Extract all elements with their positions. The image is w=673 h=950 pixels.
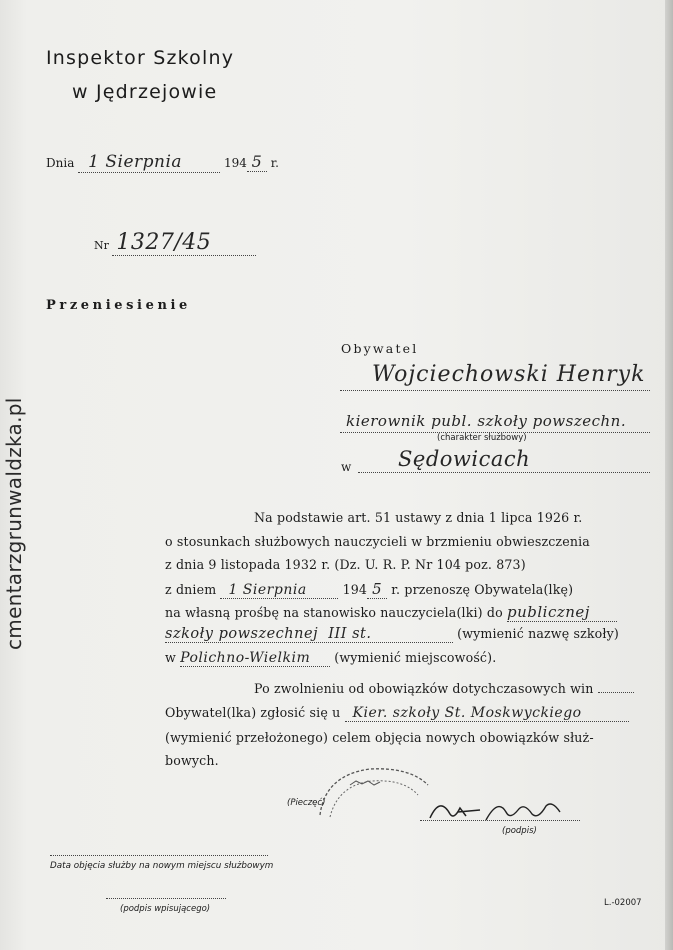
body-line-7-suffix: (wymienić miejscowość). — [334, 650, 497, 665]
body-line-5-hand: publicznej — [507, 603, 617, 622]
document-type: Przeniesienie — [46, 298, 191, 313]
addressee-label: Obywatel — [341, 341, 419, 356]
body-line-9-prefix: Obywatel(lka) zgłosić się u — [165, 705, 341, 720]
signer-label: (podpis wpisującego) — [120, 904, 211, 914]
stamp-label: (Pieczęć) — [287, 798, 326, 808]
body-line-6-suffix: (wymienić nazwę szkoły) — [457, 626, 619, 641]
date-line — [46, 152, 279, 173]
body-line-4-suffix: r. przenoszę Obywatela(lkę) — [391, 582, 574, 597]
addressee-name-underline — [340, 390, 650, 391]
number-line — [94, 230, 256, 256]
body-line-8-dots — [598, 692, 634, 693]
body-line-4-year-digit: 5 — [367, 580, 387, 599]
form-code: L.-02007 — [604, 898, 642, 908]
signature-mark — [420, 790, 570, 830]
body-line-4-year-prefix: 194 — [342, 582, 368, 597]
date-suffix: r. — [270, 156, 279, 170]
body-line-6-school-grade: III st. — [328, 626, 372, 642]
issuer-title-line2: w Jędrzejowie — [72, 81, 218, 103]
body-line-8-text: Po zwolnieniu od obowiązków dotychczasowych win — [254, 681, 594, 696]
issuer-title-line1: Inspektor Szkolny — [46, 47, 235, 69]
date-year-prefix: 194 — [224, 156, 247, 170]
body-line-7-prefix: w — [165, 650, 176, 665]
service-start-line — [50, 855, 268, 856]
body-line-7 — [165, 650, 496, 667]
addressee-name: Wojciechowski Henryk — [372, 362, 646, 387]
body-line-4-date: 1 Sierpnia — [220, 582, 338, 599]
body-line-2: o stosunkach służbowych nauczycieli w brzmieniu obwieszczenia — [165, 534, 590, 549]
number-handwritten: 1327/45 — [112, 230, 256, 256]
body-line-9-superior: Kier. szkoły St. Moskwyckiego — [345, 705, 629, 722]
body-line-6-school — [165, 626, 453, 643]
date-label: Dnia — [46, 156, 75, 170]
addressee-position: kierownik publ. szkoły powszechn. — [346, 412, 627, 430]
body-line-5-prefix: na własną prośbę na stanowisko nauczyciela(lki) do — [165, 605, 503, 620]
body-line-6 — [165, 626, 619, 643]
body-line-10: (wymienić przełożonego) celem objęcia nowych obowiązków służ- — [165, 730, 594, 745]
service-start-label: Data objęcia służby na nowym miejscu służbowym — [50, 861, 274, 871]
signer-line — [106, 898, 226, 899]
body-line-7-place: Polichno-Wielkim — [180, 650, 330, 667]
page-edge — [665, 0, 673, 950]
body-line-1: Na podstawie art. 51 ustawy z dnia 1 lipca 1926 r. — [254, 510, 583, 525]
date-handwritten: 1 Sierpnia — [78, 152, 220, 173]
body-line-3: z dnia 9 listopada 1932 r. (Dz. U. R. P. Nr 104 poz. 873) — [165, 557, 526, 572]
position-caption: (charakter służbowy) — [437, 433, 527, 443]
body-line-5 — [165, 603, 617, 622]
body-line-8 — [254, 681, 634, 696]
signature-underline — [420, 820, 580, 821]
body-line-11: bowych. — [165, 753, 219, 768]
date-year-digit: 5 — [247, 152, 267, 172]
number-label: Nr — [94, 239, 109, 252]
official-stamp — [300, 755, 440, 835]
body-line-4 — [165, 580, 573, 599]
signature-label: (podpis) — [502, 826, 537, 836]
place-prefix: w — [341, 460, 352, 474]
body-line-9 — [165, 705, 629, 722]
body-line-6-school-type: szkoły powszechnej — [165, 626, 319, 642]
body-line-4-prefix: z dniem — [165, 582, 217, 597]
place-underline — [358, 472, 650, 473]
addressee-place: Sędowicach — [398, 447, 531, 471]
watermark: cmentarzgrunwaldzka.pl — [2, 397, 26, 650]
